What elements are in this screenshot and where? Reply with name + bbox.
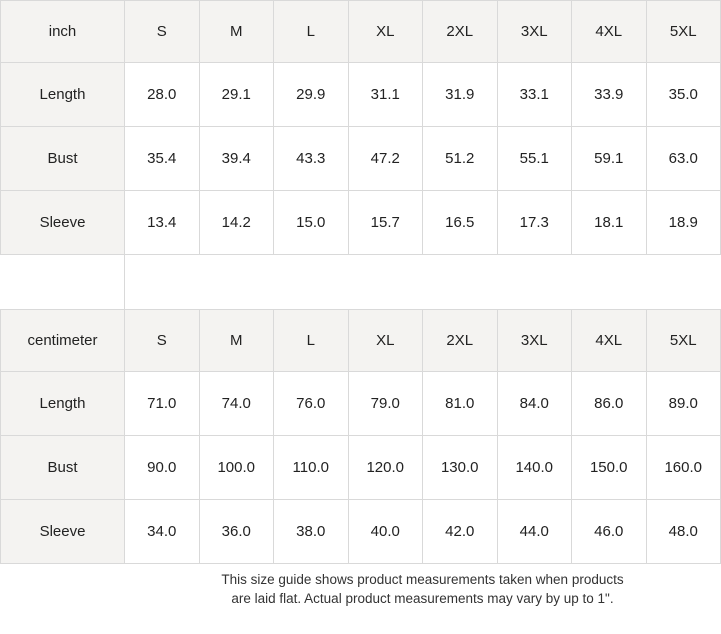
inch-length-5xl: 35.0	[646, 63, 721, 127]
table-spacer-row	[1, 255, 721, 310]
cm-sleeve-s: 34.0	[125, 500, 200, 564]
cm-length-m: 74.0	[199, 372, 274, 436]
inch-bust-xl: 47.2	[348, 127, 423, 191]
cm-bust-4xl: 150.0	[572, 436, 647, 500]
inch-size-header-s: S	[125, 1, 200, 63]
cm-length-xl: 79.0	[348, 372, 423, 436]
inch-row-label-bust: Bust	[1, 127, 125, 191]
inch-size-header-3xl: 3XL	[497, 1, 572, 63]
inch-row-label-length: Length	[1, 63, 125, 127]
inch-row-label-sleeve: Sleeve	[1, 191, 125, 255]
cm-size-header-2xl: 2XL	[423, 310, 498, 372]
table-row	[1, 372, 721, 436]
table-row	[1, 191, 721, 255]
inch-sleeve-5xl: 18.9	[646, 191, 721, 255]
cm-length-s: 71.0	[125, 372, 200, 436]
cm-length-4xl: 86.0	[572, 372, 647, 436]
cm-sleeve-4xl: 46.0	[572, 500, 647, 564]
inch-bust-4xl: 59.1	[572, 127, 647, 191]
inch-length-2xl: 31.9	[423, 63, 498, 127]
inch-sleeve-m: 14.2	[199, 191, 274, 255]
cm-size-header-5xl: 5XL	[646, 310, 721, 372]
cm-length-l: 76.0	[274, 372, 349, 436]
cm-header-row	[1, 310, 721, 372]
inch-length-m: 29.1	[199, 63, 274, 127]
cm-sleeve-xl: 40.0	[348, 500, 423, 564]
cm-sleeve-2xl: 42.0	[423, 500, 498, 564]
cm-bust-5xl: 160.0	[646, 436, 721, 500]
inch-size-header-m: M	[199, 1, 274, 63]
inch-length-l: 29.9	[274, 63, 349, 127]
cm-size-header-l: L	[274, 310, 349, 372]
cm-size-header-3xl: 3XL	[497, 310, 572, 372]
inch-unit-label: inch	[1, 1, 125, 63]
cm-length-2xl: 81.0	[423, 372, 498, 436]
inch-size-header-5xl: 5XL	[646, 1, 721, 63]
cm-length-3xl: 84.0	[497, 372, 572, 436]
table-row	[1, 436, 721, 500]
cm-sleeve-3xl: 44.0	[497, 500, 572, 564]
table-row	[1, 500, 721, 564]
inch-sleeve-l: 15.0	[274, 191, 349, 255]
cm-unit-label: centimeter	[1, 310, 125, 372]
cm-row-label-bust: Bust	[1, 436, 125, 500]
spacer-cell-left	[1, 255, 125, 310]
cm-bust-m: 100.0	[199, 436, 274, 500]
inch-length-s: 28.0	[125, 63, 200, 127]
inch-size-header-4xl: 4XL	[572, 1, 647, 63]
cm-bust-2xl: 130.0	[423, 436, 498, 500]
cm-bust-l: 110.0	[274, 436, 349, 500]
cm-row-label-sleeve: Sleeve	[1, 500, 125, 564]
inch-bust-5xl: 63.0	[646, 127, 721, 191]
cm-row-label-length: Length	[1, 372, 125, 436]
table-row	[1, 63, 721, 127]
inch-length-4xl: 33.9	[572, 63, 647, 127]
spacer-cell-right	[125, 255, 721, 310]
inch-sleeve-s: 13.4	[125, 191, 200, 255]
inch-length-3xl: 33.1	[497, 63, 572, 127]
inch-size-header-2xl: 2XL	[423, 1, 498, 63]
cm-size-header-xl: XL	[348, 310, 423, 372]
inch-bust-2xl: 51.2	[423, 127, 498, 191]
size-guide-footnote	[0, 570, 721, 608]
cm-bust-s: 90.0	[125, 436, 200, 500]
cm-size-header-4xl: 4XL	[572, 310, 647, 372]
inch-bust-s: 35.4	[125, 127, 200, 191]
cm-bust-xl: 120.0	[348, 436, 423, 500]
inch-size-header-xl: XL	[348, 1, 423, 63]
table-row	[1, 127, 721, 191]
inch-sleeve-2xl: 16.5	[423, 191, 498, 255]
footnote-line-1: This size guide shows product measurements taken when products	[221, 572, 624, 587]
inch-sleeve-4xl: 18.1	[572, 191, 647, 255]
inch-length-xl: 31.1	[348, 63, 423, 127]
cm-length-5xl: 89.0	[646, 372, 721, 436]
inch-bust-m: 39.4	[199, 127, 274, 191]
cm-size-header-m: M	[199, 310, 274, 372]
cm-sleeve-l: 38.0	[274, 500, 349, 564]
inch-sleeve-xl: 15.7	[348, 191, 423, 255]
inch-bust-3xl: 55.1	[497, 127, 572, 191]
inch-bust-l: 43.3	[274, 127, 349, 191]
inch-size-header-l: L	[274, 1, 349, 63]
inch-sleeve-3xl: 17.3	[497, 191, 572, 255]
cm-bust-3xl: 140.0	[497, 436, 572, 500]
inch-header-row	[1, 1, 721, 63]
cm-sleeve-5xl: 48.0	[646, 500, 721, 564]
footnote-line-2: are laid flat. Actual product measurements may vary by up to 1".	[231, 591, 614, 606]
cm-sleeve-m: 36.0	[199, 500, 274, 564]
cm-size-header-s: S	[125, 310, 200, 372]
